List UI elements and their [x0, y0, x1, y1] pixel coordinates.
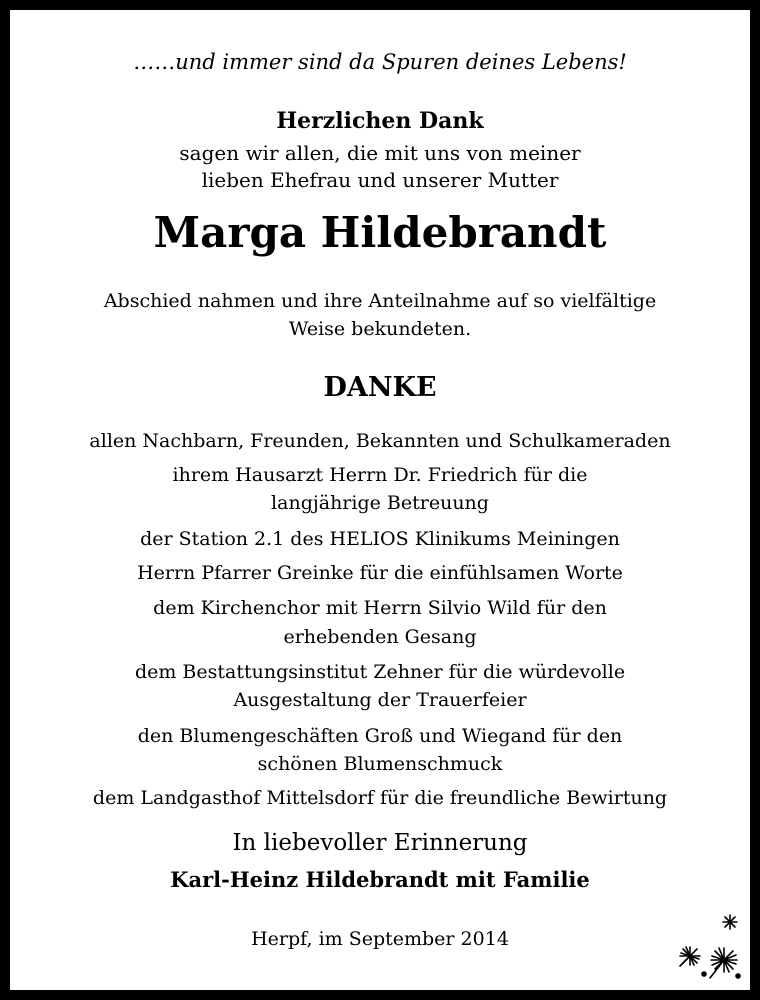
farewell-line: Weise bekundeten. — [288, 318, 472, 340]
flower-sprigs-icon — [670, 910, 750, 990]
thanks-line: dem Landgasthof Mittelsdorf für die freundliche Bewirtung — [92, 787, 668, 809]
intro-line: sagen wir allen, die mit uns von meiner — [179, 141, 581, 165]
place-date: Herpf, im September 2014 — [251, 928, 509, 950]
deceased-name: Marga Hildebrandt — [153, 208, 607, 257]
signature-name: Karl-Heinz Hildebrandt mit Familie — [170, 867, 590, 892]
closing-line: In liebevoller Erinnerung — [232, 830, 528, 856]
thanks-line: der Station 2.1 des HELIOS Klinikums Meiningen — [140, 528, 620, 550]
thanks-line: allen Nachbarn, Freunden, Bekannten und Schulkameraden — [89, 430, 671, 452]
intro-line: lieben Ehefrau und unserer Mutter — [201, 168, 559, 192]
thanks-line: erhebenden Gesang — [283, 626, 477, 648]
thanks-heading: Herzlichen Dank — [276, 108, 484, 134]
farewell-line: Abschied nahmen und ihre Anteilnahme auf so vielfältige — [103, 290, 657, 312]
thanks-line: den Blumengeschäften Groß und Wiegand für den — [137, 725, 623, 747]
thanks-line: dem Bestattungsinstitut Zehner für die würdevolle — [134, 661, 626, 683]
motto: ……und immer sind da Spuren deines Lebens! — [133, 50, 627, 74]
thanks-line: Ausgestaltung der Trauerfeier — [233, 689, 527, 711]
thanks-line: dem Kirchenchor mit Herrn Silvio Wild für den — [153, 597, 607, 619]
thanks-line: ihrem Hausarzt Herrn Dr. Friedrich für die — [172, 464, 588, 486]
danke-heading: DANKE — [323, 372, 437, 403]
thanks-line: schönen Blumenschmuck — [257, 753, 503, 775]
thanks-line: langjährige Betreuung — [271, 492, 489, 514]
thanks-line: Herrn Pfarrer Greinke für die einfühlsamen Worte — [137, 562, 623, 584]
